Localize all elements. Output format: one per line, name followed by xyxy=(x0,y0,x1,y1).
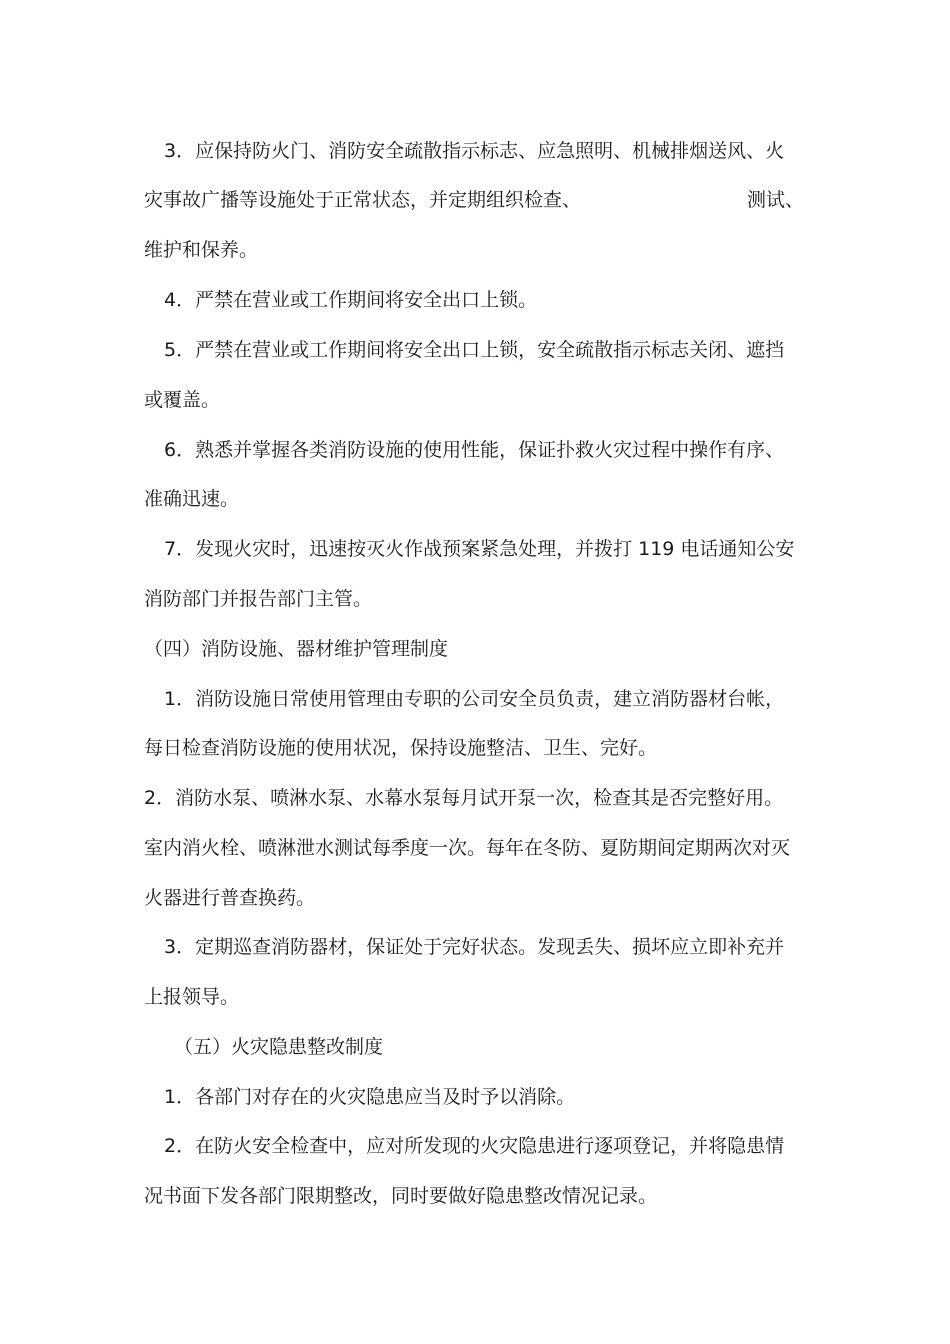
paragraph-line: 灾事故广播等设施处于正常状态，并定期组织检查、 xyxy=(144,189,582,211)
paragraph-line: 火器进行普查换药。 xyxy=(144,887,316,909)
paragraph-line: 况书面下发各部门限期整改，同时要做好隐患整改情况记录。 xyxy=(144,1185,658,1207)
paragraph-line: 4．严禁在营业或工作期间将安全出口上锁。 xyxy=(164,289,538,311)
paragraph-line-fragment: 测试、 xyxy=(747,189,805,211)
paragraph-line: 3．定期巡查消防器材，保证处于完好状态。发现丢失、损坏应立即补充并 xyxy=(164,936,785,958)
paragraph-line: 1．各部门对存在的火灾隐患应当及时予以消除。 xyxy=(164,1086,576,1108)
paragraph-line: 上报领导。 xyxy=(144,986,240,1008)
paragraph-line: 3．应保持防火门、消防安全疏散指示标志、应急照明、机械排烟送风、火 xyxy=(164,140,785,162)
paragraph-line: 1．消防设施日常使用管理由专职的公司安全员负责，建立消防器材台帐， xyxy=(164,688,785,710)
section-heading: （五）火灾隐患整改制度 xyxy=(174,1036,384,1058)
paragraph-line: 准确迅速。 xyxy=(144,488,240,510)
paragraph-line: 2．在防火安全检查中，应对所发现的火灾隐患进行逐项登记，并将隐患情 xyxy=(164,1135,785,1157)
paragraph-line: 消防部门并报告部门主管。 xyxy=(144,588,373,610)
paragraph-line: 维护和保养。 xyxy=(144,239,259,261)
paragraph-line: 2．消防水泵、喷淋水泵、水幕水泵每月试开泵一次，检查其是否完整好用。 xyxy=(144,787,784,809)
paragraph-line: 每日检查消防设施的使用状况，保持设施整洁、卫生、完好。 xyxy=(144,737,658,759)
paragraph-line: 7．发现火灾时，迅速按灭火作战预案紧急处理，并拨打 119 电话通知公安 xyxy=(164,538,795,560)
section-heading: （四）消防设施、器材维护管理制度 xyxy=(144,638,449,660)
paragraph-line: 5．严禁在营业或工作期间将安全出口上锁，安全疏散指示标志关闭、遮挡 xyxy=(164,339,785,361)
paragraph-line: 室内消火栓、喷淋泄水测试每季度一次。每年在冬防、夏防期间定期两次对灭 xyxy=(144,837,791,859)
paragraph-line: 或覆盖。 xyxy=(144,389,221,411)
paragraph-line: 6．熟悉并掌握各类消防设施的使用性能，保证扑救火灾过程中操作有序、 xyxy=(164,439,785,461)
